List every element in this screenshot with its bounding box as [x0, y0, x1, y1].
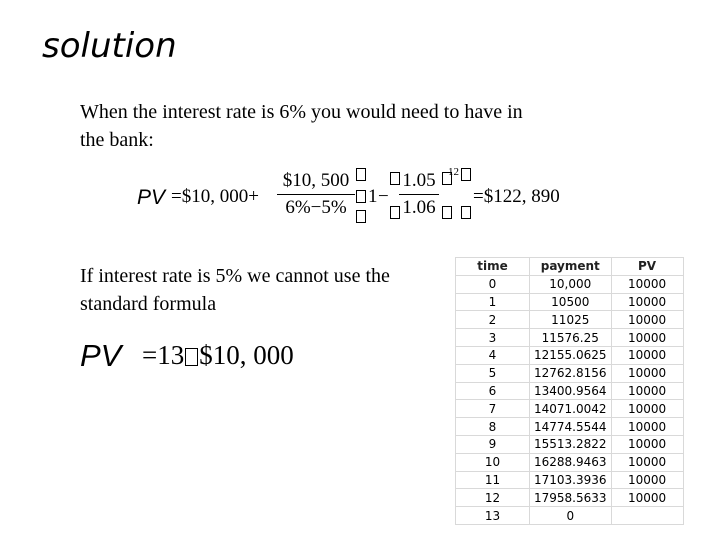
table-row: [456, 329, 684, 347]
cell-payment: 14774.5544: [530, 418, 612, 436]
cell-time: 2: [456, 311, 530, 329]
formula-inner-fraction: 1.05 1.06: [399, 170, 439, 219]
cell-pv: 10000: [611, 311, 683, 329]
cell-payment: 14071.0042: [530, 400, 612, 418]
formula-numerator: $10, 500: [282, 170, 350, 191]
missing-glyph-box: [461, 206, 471, 219]
cell-time: 9: [456, 435, 530, 453]
cell-pv: [611, 507, 683, 525]
cell-time: 4: [456, 346, 530, 364]
cell-time: 7: [456, 400, 530, 418]
cell-payment: 0: [530, 507, 612, 525]
cell-pv: 10000: [611, 382, 683, 400]
table-row: [456, 507, 684, 525]
cell-payment: 11576.25: [530, 329, 612, 347]
cell-time: 8: [456, 418, 530, 436]
table-row: [456, 400, 684, 418]
missing-glyph-box: [442, 206, 452, 219]
formula2-expression: =13 $10, 000: [142, 340, 294, 370]
cell-pv: 10000: [611, 293, 683, 311]
formula-pv-symbol: PV: [137, 186, 166, 209]
cell-pv: 10000: [611, 418, 683, 436]
missing-glyph-box: [185, 348, 198, 366]
header-payment: payment: [530, 258, 612, 276]
cell-pv: 10000: [611, 364, 683, 382]
missing-glyph-box: [461, 168, 471, 181]
table-row: [456, 293, 684, 311]
formula-denominator: 6%−5%: [285, 197, 347, 218]
cell-time: 3: [456, 329, 530, 347]
formula-result: =$122, 890: [473, 186, 560, 207]
cell-pv: 10000: [611, 400, 683, 418]
cell-time: 5: [456, 364, 530, 382]
slide-title: solution: [42, 26, 177, 66]
cell-pv: 10000: [611, 453, 683, 471]
cell-payment: 17103.3936: [530, 471, 612, 489]
table-row: [456, 471, 684, 489]
formula-minus: −: [378, 186, 389, 207]
cell-payment: 17958.5633: [530, 489, 612, 507]
table-row: [456, 418, 684, 436]
missing-glyph-box: [356, 168, 366, 181]
cell-pv: 10000: [611, 346, 683, 364]
cell-payment: 12155.0625: [530, 346, 612, 364]
payment-table: [455, 257, 684, 525]
missing-glyph-box: [356, 190, 366, 203]
cell-payment: 11025: [530, 311, 612, 329]
formula-six-percent: [137, 168, 587, 232]
table-row: [456, 346, 684, 364]
cell-time: 10: [456, 453, 530, 471]
cell-payment: 10500: [530, 293, 612, 311]
formula2-pv-symbol: PV: [80, 338, 122, 373]
cell-pv: 10000: [611, 329, 683, 347]
cell-time: 13: [456, 507, 530, 525]
table-header-row: [456, 258, 684, 276]
header-time: time: [456, 258, 530, 276]
cell-payment: 16288.9463: [530, 453, 612, 471]
cell-time: 12: [456, 489, 530, 507]
formula-equals: =$10, 000+: [171, 186, 259, 207]
table-row: [456, 435, 684, 453]
cell-payment: 12762.8156: [530, 364, 612, 382]
cell-time: 11: [456, 471, 530, 489]
formula-one: 1: [368, 186, 378, 207]
cell-pv: 10000: [611, 435, 683, 453]
missing-glyph-box: [356, 210, 366, 223]
paragraph-six-percent: When the interest rate is 6% you would need to have in the bank:: [80, 101, 523, 151]
cell-payment: 13400.9564: [530, 382, 612, 400]
cell-time: 0: [456, 275, 530, 293]
cell-payment: 10,000: [530, 275, 612, 293]
paragraph-five-percent: If interest rate is 5% we cannot use the standard formula: [80, 265, 390, 315]
cell-pv: 10000: [611, 471, 683, 489]
cell-payment: 15513.2822: [530, 435, 612, 453]
formula-five-percent: [80, 338, 340, 378]
formula-main-fraction: [277, 170, 355, 219]
table-row: [456, 489, 684, 507]
header-pv: PV: [611, 258, 683, 276]
table-row: [456, 382, 684, 400]
cell-pv: 10000: [611, 275, 683, 293]
table-row: [456, 275, 684, 293]
formula-exponent: 12: [448, 166, 459, 178]
table-row: [456, 453, 684, 471]
table-row: [456, 364, 684, 382]
cell-time: 6: [456, 382, 530, 400]
cell-time: 1: [456, 293, 530, 311]
table-row: [456, 311, 684, 329]
cell-pv: 10000: [611, 489, 683, 507]
